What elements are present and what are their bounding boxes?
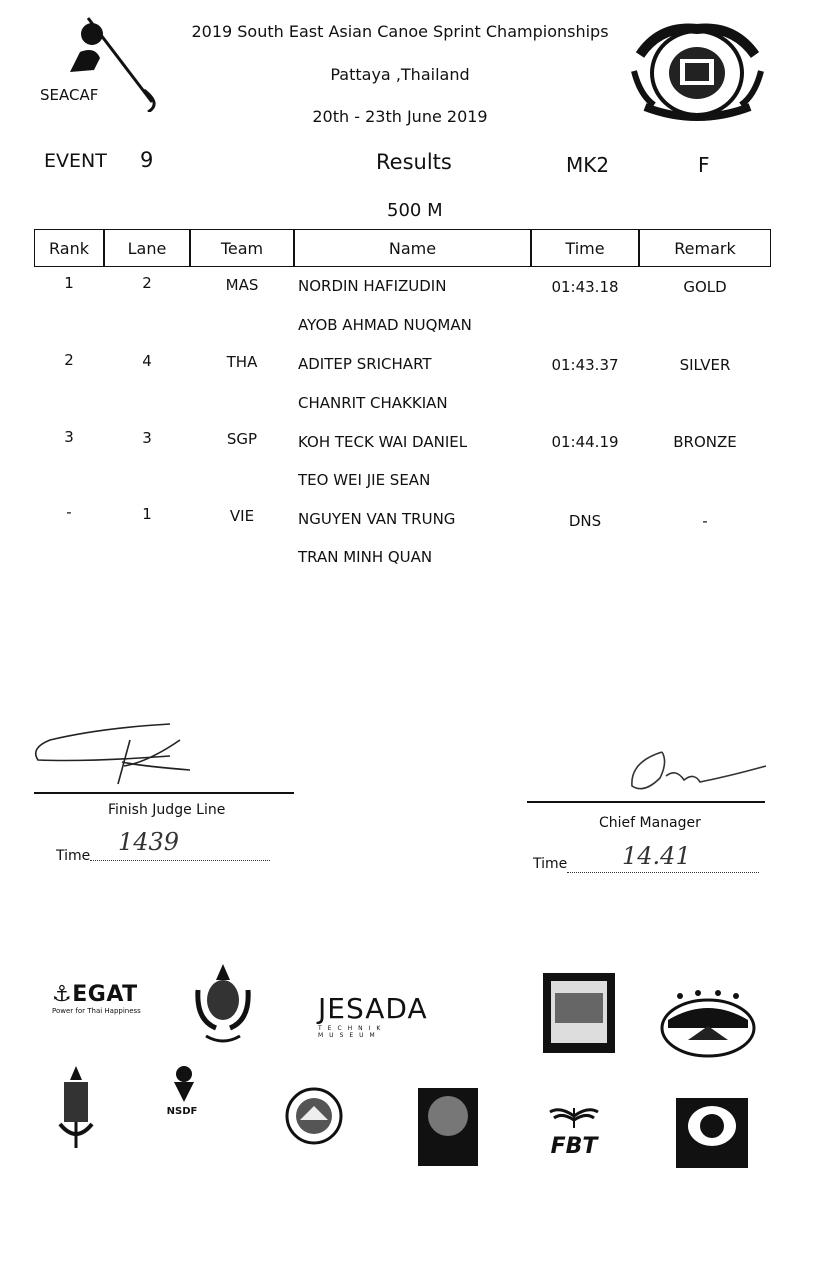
lane-cell: 1: [142, 505, 152, 523]
signature-line: [34, 792, 294, 794]
athlete-name: AYOB AHMAD NUQMAN: [298, 316, 472, 334]
rank-cell: 3: [64, 428, 74, 446]
remark-cell: -: [702, 512, 708, 530]
col-header-remark: Remark: [639, 229, 771, 267]
event-number: 9: [140, 148, 154, 172]
handwritten-time: 14.41: [622, 842, 691, 870]
signature-line: [527, 801, 765, 803]
chief-manager-signature: [620, 742, 770, 802]
farm-badge-logo: [658, 990, 758, 1066]
time-cell: 01:44.19: [551, 433, 619, 451]
fbt-logo: FBT: [542, 1102, 606, 1162]
finish-judge-signature: [30, 718, 230, 788]
chief-manager-label: Chief Manager: [599, 815, 701, 831]
athlete-name: TRAN MINH QUAN: [298, 548, 433, 566]
remark-cell: GOLD: [683, 278, 727, 296]
team-cell: VIE: [229, 507, 255, 525]
athlete-name: ADITEP SRICHART: [298, 355, 432, 373]
col-header-time: Time: [531, 229, 639, 267]
remark-cell: SILVER: [679, 356, 731, 374]
federation-emblem: [630, 15, 765, 125]
handwritten-time: 1439: [118, 828, 180, 856]
seacaf-logo-text: SEACAF: [40, 86, 99, 104]
event-stage: F: [698, 153, 710, 177]
navy-emblem-logo: [56, 1064, 96, 1150]
egat-logo: ⚓EGAT Power for Thai Happiness: [52, 982, 141, 1015]
krungthai-bank-logo: [676, 1098, 748, 1168]
time-cell: DNS: [568, 512, 602, 530]
rank-cell: 2: [64, 351, 74, 369]
time-cell: 01:43.37: [551, 356, 619, 374]
finish-judge-label: Finish Judge Line: [108, 802, 226, 818]
athlete-name: TEO WEI JIE SEAN: [298, 471, 431, 489]
university-seal-logo: [284, 1086, 344, 1146]
seacaf-logo: [40, 12, 170, 112]
championship-location: Pattaya ,Thailand: [330, 65, 470, 84]
event-label: EVENT: [44, 150, 107, 172]
rank-cell: 1: [64, 274, 74, 292]
team-cell: SGP: [226, 430, 258, 448]
remark-cell: BRONZE: [673, 433, 737, 451]
time-label: Time: [533, 856, 568, 872]
athlete-name: NORDIN HAFIZUDIN: [298, 277, 447, 295]
col-header-lane: Lane: [104, 229, 190, 267]
team-cell: THA: [226, 353, 258, 371]
jesada-logo: JESADA TECHNIK MUSEUM: [318, 992, 428, 1039]
lane-cell: 3: [142, 429, 152, 447]
athlete-name: CHANRIT CHAKKIAN: [298, 394, 448, 412]
event-distance: 500 M: [387, 200, 443, 221]
col-header-name: Name: [294, 229, 531, 267]
museum-poster-logo: [543, 973, 615, 1053]
rank-cell: -: [66, 503, 72, 521]
championship-dates: 20th - 23th June 2019: [312, 107, 488, 126]
time-dotted-line: [90, 860, 270, 861]
col-header-team: Team: [190, 229, 294, 267]
time-cell: 01:43.18: [551, 278, 619, 296]
athlete-name: KOH TECK WAI DANIEL: [298, 433, 468, 451]
col-header-rank: Rank: [34, 229, 104, 267]
event-category: MK2: [566, 153, 610, 177]
time-dotted-line: [567, 872, 759, 873]
championship-title: 2019 South East Asian Canoe Sprint Championships: [191, 22, 609, 41]
nsdf-logo: NSDF: [154, 1062, 210, 1158]
time-label: Time: [56, 848, 91, 864]
royal-emblem-logo: [192, 960, 254, 1046]
lane-cell: 2: [142, 274, 152, 292]
results-label: Results: [376, 150, 452, 174]
gsb-bank-logo: [418, 1088, 478, 1166]
crest-icon: [630, 15, 765, 125]
athlete-name: NGUYEN VAN TRUNG: [298, 510, 456, 528]
team-cell: MAS: [225, 276, 259, 294]
anchor-icon: ⚓: [52, 982, 73, 1007]
lane-cell: 4: [142, 352, 152, 370]
